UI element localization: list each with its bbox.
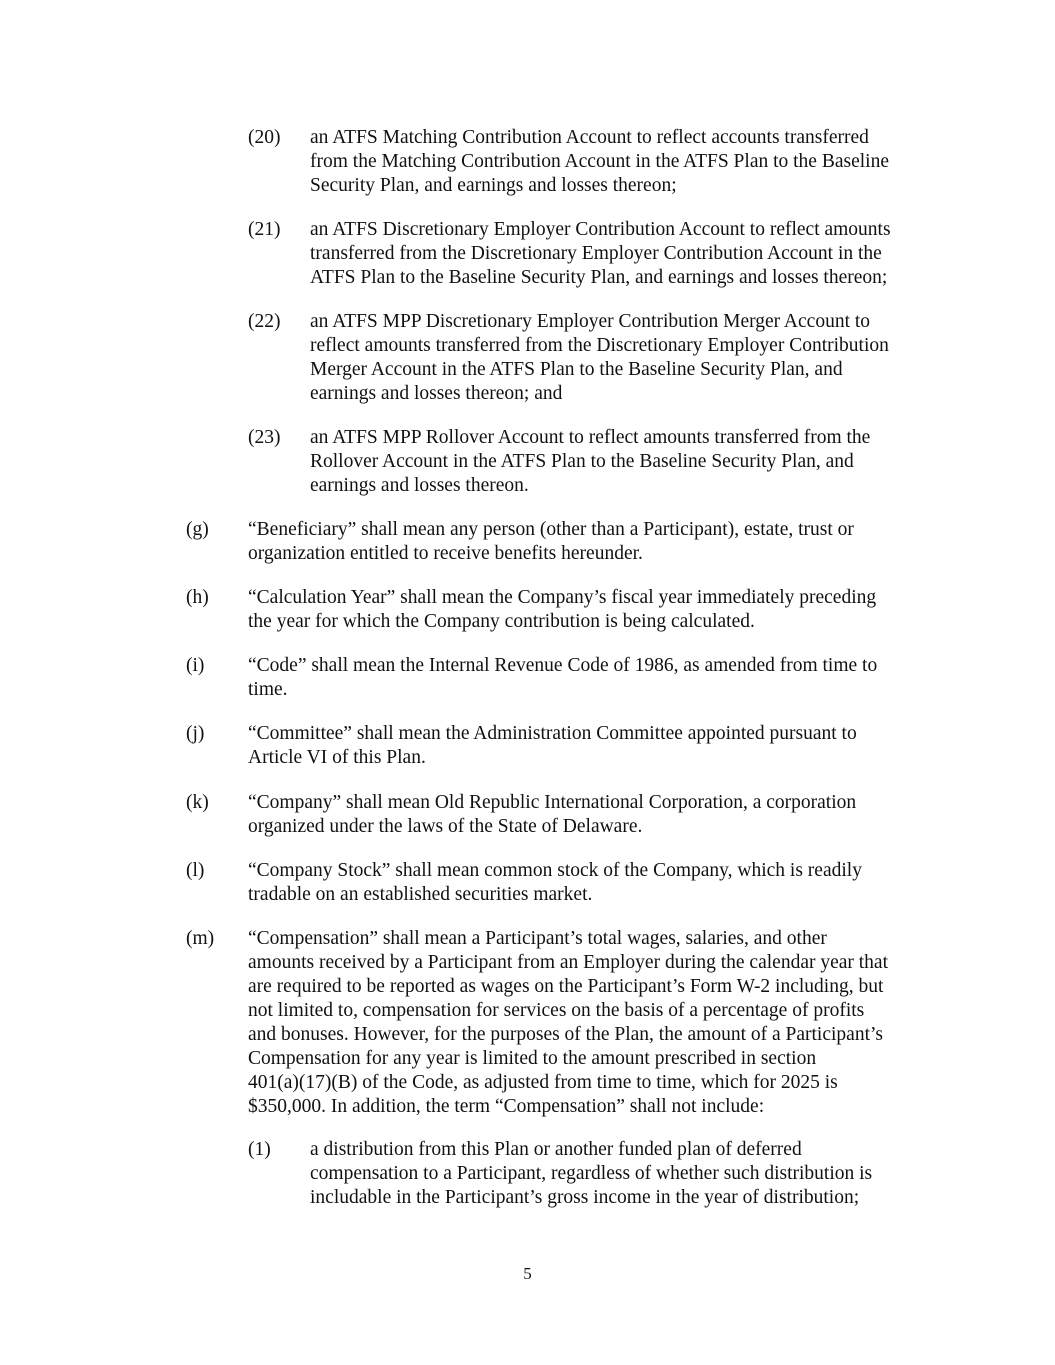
text-line: an ATFS MPP Rollover Account to reflect amounts transferred from the (310, 427, 871, 448)
text-line: “Committee” shall mean the Administration Committee appointed pursuant to (248, 723, 857, 744)
text-line: Rollover Account in the ATFS Plan to the Baseline Security Plan, and (310, 451, 854, 472)
text-line: earnings and losses thereon; and (310, 383, 563, 404)
text-line: Merger Account in the ATFS Plan to the Baseline Security Plan, and (310, 359, 843, 380)
text-line: earnings and losses thereon. (310, 475, 529, 496)
text-line: Compensation for any year is limited to the amount prescribed in section (248, 1048, 817, 1069)
text-line: Security Plan, and earnings and losses thereon; (310, 175, 677, 196)
definition-label: (m) (186, 928, 215, 949)
text-line: reflect amounts transferred from the Discretionary Employer Contribution (310, 335, 889, 356)
definition-label: (j) (186, 723, 205, 744)
text-line: time. (248, 679, 288, 700)
text-line: organized under the laws of the State of Delaware. (248, 816, 643, 837)
sub-item-label: (21) (248, 219, 281, 240)
definition-text (248, 586, 876, 634)
sub-item-label: (20) (248, 127, 281, 148)
sub-item-23 (248, 426, 948, 498)
text-line: transferred from the Discretionary Employer Contribution Account in the (310, 243, 882, 264)
definition-text (248, 927, 888, 1119)
definition-beneficiary (186, 518, 946, 566)
definition-company (186, 791, 946, 839)
sub-item-text (310, 126, 889, 198)
definition-text (248, 722, 857, 770)
sub-item-label: (22) (248, 311, 281, 332)
definition-text (248, 791, 856, 839)
text-line: “Code” shall mean the Internal Revenue Code of 1986, as amended from time to (248, 655, 878, 676)
sub-item-label: (1) (248, 1139, 271, 1160)
text-line: “Beneficiary” shall mean any person (other than a Participant), estate, trust or (248, 519, 854, 540)
text-line: includable in the Participant’s gross income in the year of distribution; (310, 1187, 860, 1208)
sub-item-label: (23) (248, 427, 281, 448)
text-line: an ATFS Discretionary Employer Contribution Account to reflect amounts (310, 219, 891, 240)
sub-item-text (310, 310, 889, 406)
definition-label: (k) (186, 792, 209, 813)
text-line: amounts received by a Participant from an Employer during the calendar year that (248, 952, 889, 973)
definition-text (248, 518, 854, 566)
sub-item-22 (248, 310, 948, 406)
text-line: organization entitled to receive benefits hereunder. (248, 543, 643, 564)
definition-label: (i) (186, 655, 205, 676)
definition-calculation-year (186, 586, 946, 634)
definition-code (186, 654, 946, 702)
text-line: an ATFS Matching Contribution Account to reflect accounts transferred (310, 127, 869, 148)
text-line: “Company” shall mean Old Republic International Corporation, a corporation (248, 792, 857, 813)
text-line: are required to be reported as wages on the Participant’s Form W-2 including, but (248, 976, 884, 997)
text-line: an ATFS MPP Discretionary Employer Contribution Merger Account to (310, 311, 871, 332)
sub-item-text (310, 426, 870, 498)
sub-item-1 (248, 1138, 948, 1210)
sub-item-21 (248, 218, 948, 290)
text-line: “Company Stock” shall mean common stock of the Company, which is readily (248, 860, 862, 881)
definition-committee (186, 722, 946, 770)
page-number: 5 (523, 1264, 532, 1283)
text-line: tradable on an established securities market. (248, 884, 593, 905)
text-line: $350,000. In addition, the term “Compensation” shall not include: (248, 1096, 765, 1117)
text-line: “Calculation Year” shall mean the Company’s fiscal year immediately preceding (248, 587, 877, 608)
text-line: Article VI of this Plan. (248, 747, 426, 768)
sub-item-20 (248, 126, 948, 198)
definition-text (248, 859, 862, 907)
text-line: 401(a)(17)(B) of the Code, as adjusted from time to time, which for 2025 is (248, 1072, 838, 1093)
definition-company-stock (186, 859, 946, 907)
definition-label: (l) (186, 860, 205, 881)
definition-label: (g) (186, 519, 209, 540)
definition-compensation (186, 927, 946, 1119)
text-line: a distribution from this Plan or another funded plan of deferred (310, 1139, 802, 1160)
text-line: the year for which the Company contribution is being calculated. (248, 611, 755, 632)
text-line: ATFS Plan to the Baseline Security Plan, and earnings and losses thereon; (310, 267, 888, 288)
text-line: not limited to, compensation for services on the basis of a percentage of profits (248, 1000, 865, 1021)
definition-text (248, 654, 877, 702)
text-line: and bonuses. However, for the purposes of the Plan, the amount of a Participant’s (248, 1024, 883, 1045)
text-line: compensation to a Participant, regardless of whether such distribution is (310, 1163, 873, 1184)
sub-item-text (310, 218, 891, 290)
text-line: from the Matching Contribution Account in the ATFS Plan to the Baseline (310, 151, 889, 172)
sub-item-text (310, 1138, 872, 1210)
definition-label: (h) (186, 587, 209, 608)
text-line: “Compensation” shall mean a Participant’s total wages, salaries, and other (248, 928, 827, 949)
